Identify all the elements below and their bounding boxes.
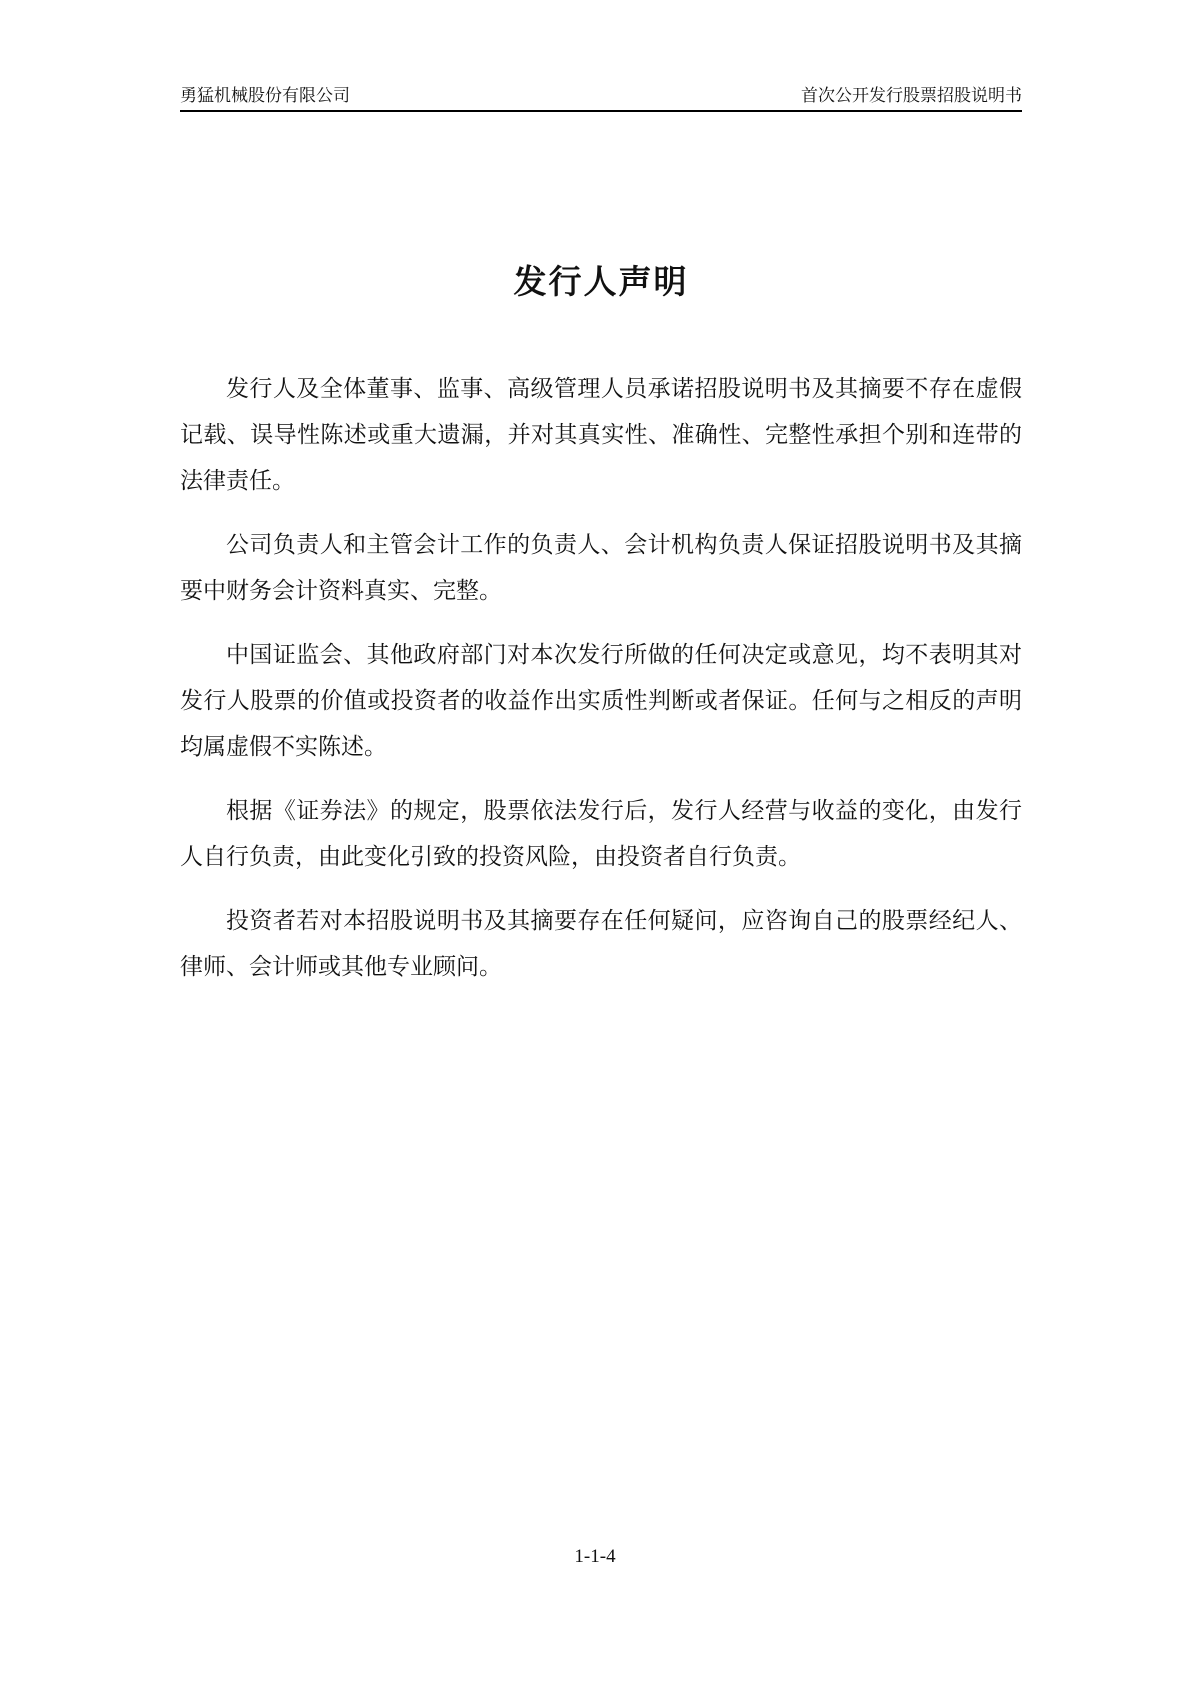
declaration-paragraph-2: 公司负责人和主管会计工作的负责人、会计机构负责人保证招股说明书及其摘要中财务会计资料真实、完整。	[180, 532, 1022, 604]
declaration-paragraph-1: 发行人及全体董事、监事、高级管理人员承诺招股说明书及其摘要不存在虚假记载、误导性陈述或重大遗漏，并对其真实性、准确性、完整性承担个别和连带的法律责任。	[180, 376, 1022, 494]
header-document-title: 首次公开发行股票招股说明书	[801, 86, 1022, 106]
declaration-paragraph-5: 投资者若对本招股说明书及其摘要存在任何疑问，应咨询自己的股票经纪人、律师、会计师或其他专业顾问。	[180, 908, 1022, 980]
page-header	[180, 84, 1022, 112]
page-title: 发行人声明	[513, 262, 689, 301]
declaration-paragraph-3: 中国证监会、其他政府部门对本次发行所做的任何决定或意见，均不表明其对发行人股票的价值或投资者的收益作出实质性判断或者保证。任何与之相反的声明均属虚假不实陈述。	[180, 642, 1022, 760]
header-company-name: 勇猛机械股份有限公司	[180, 86, 350, 106]
page-number: 1-1-4	[574, 1546, 616, 1567]
declaration-paragraph-4: 根据《证券法》的规定，股票依法发行后，发行人经营与收益的变化，由发行人自行负责，由此变化引致的投资风险，由投资者自行负责。	[180, 798, 1022, 870]
declaration-body	[180, 366, 1022, 1008]
